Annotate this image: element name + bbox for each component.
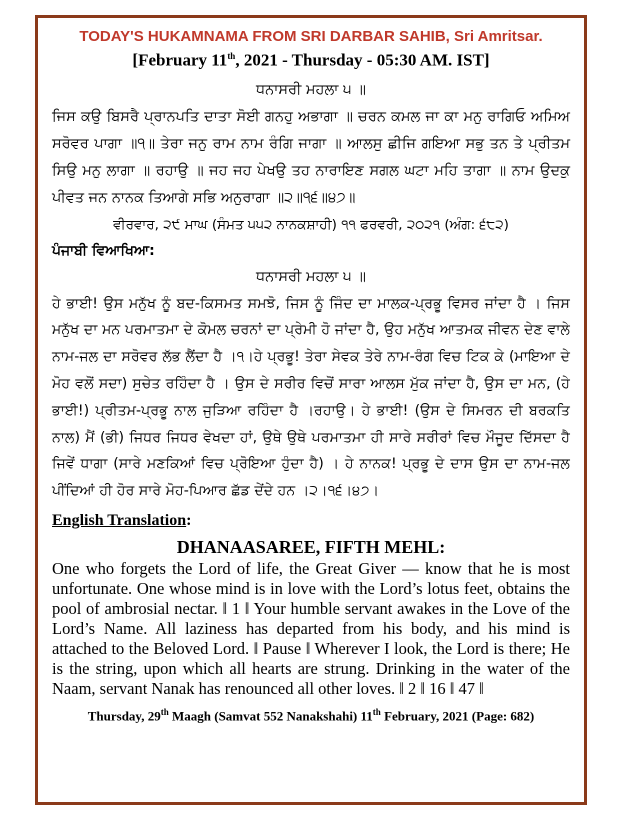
- date-rest: , 2021 - Thursday - 05:30 AM. IST]: [235, 50, 490, 70]
- footer-date: [52, 707, 570, 724]
- footer-sup2: th: [372, 707, 381, 718]
- english-raag: DHANAASAREE, FIFTH MEHL:: [176, 537, 446, 558]
- punjabi-raag: ਧਨਾਸਰੀ ਮਹਲਾ ੫ ॥: [256, 268, 366, 285]
- gurbani-date-info: ਵੀਰਵਾਰ, ੨੯ ਮਾਘ (ਸੰਮਤ ੫੫੨ ਨਾਨਕਸ਼ਾਹੀ) ੧੧ ਫਰਵਰੀ, ੨੦੨੧ (ਅੰਗ: ੬੮੨): [113, 216, 509, 233]
- date-part: [February 11: [132, 50, 228, 70]
- date-suffix: th: [227, 51, 236, 61]
- english-heading: [52, 511, 570, 531]
- english-heading-colon: :: [186, 512, 192, 530]
- gurbani-raag: ਧਨਾਸਰੀ ਮਹਲਾ ੫ ॥: [256, 81, 366, 98]
- english-text: One who forgets the Lord of life, the Great Giver — know that he is most unfortunate. One whose mind is in love with the Lord’s lotus feet, obtains the pool of ambrosial nectar. ‖ 1 ‖ Your humble servant awakes in the Love of the Lord’s Name. All laziness has departed from his body, and his mind is attached to the Beloved Lord. ‖ Pause ‖ Wherever I look, the Lord is there; He is the string, upon which all hearts are strung. Drinking in the water of the Naam, servant Nanak has renounced all other loves. ‖ 2 ‖ 16 ‖ 47 ‖: [52, 559, 570, 699]
- footer-part3: February, 2021 (Page: 682): [380, 708, 535, 724]
- footer-part2: Maagh (Samvat 552 Nanakshahi) 11: [168, 708, 373, 724]
- footer-sup1: th: [160, 707, 169, 718]
- english-heading-text: English Translation: [52, 512, 187, 530]
- gurbani-text: ਜਿਸ ਕਉ ਬਿਸਰੈ ਪ੍ਰਾਨਪਤਿ ਦਾਤਾ ਸੋਈ ਗਨਹੁ ਅਭਾਗਾ ॥ ਚਰਨ ਕਮਲ ਜਾ ਕਾ ਮਨੁ ਰਾਗਿਓ ਅਮਿਅ ਸਰੋਵਰ ਪਾਗਾ ॥੧॥ ਤੇਰਾ ਜਨੁ ਰਾਮ ਨਾਮ ਰੰਗਿ ਜਾਗਾ ॥ ਆਲਸੁ ਛੀਜਿ ਗਇਆ ਸਭੁ ਤਨ ਤੇ ਪ੍ਰੀਤਮ ਸਿਉ ਮਨੁ ਲਾਗਾ ॥ ਰਹਾਉ ॥ ਜਹ ਜਹ ਪੇਖਉ ਤਹ ਨਾਰਾਇਣ ਸਗਲ ਘਟਾ ਮਹਿ ਤਾਗਾ ॥ ਨਾਮ ਉਦਕੁ ਪੀਵਤ ਜਨ ਨਾਨਕ ਤਿਆਗੇ ਸਭਿ ਅਨੁਰਾਗਾ ॥੨॥੧੬॥੪੭॥: [52, 108, 570, 206]
- punjabi-heading: ਪੰਜਾਬੀ ਵਿਆਖਿਆ:: [52, 242, 155, 259]
- punjabi-text: ਹੇ ਭਾਈ! ਉਸ ਮਨੁੱਖ ਨੂੰ ਬਦ-ਕਿਸਮਤ ਸਮਝੋ, ਜਿਸ ਨੂੰ ਜਿੰਦ ਦਾ ਮਾਲਕ-ਪ੍ਰਭੂ ਵਿਸਰ ਜਾਂਦਾ ਹੈ । ਜਿਸ ਮਨੁੱਖ ਦਾ ਮਨ ਪਰਮਾਤਮਾ ਦੇ ਕੋਮਲ ਚਰਨਾਂ ਦਾ ਪ੍ਰੇਮੀ ਹੋ ਜਾਂਦਾ ਹੈ, ਉਹ ਮਨੁੱਖ ਆਤਮਕ ਜੀਵਨ ਦੇਣ ਵਾਲੇ ਨਾਮ-ਜਲ ਦਾ ਸਰੋਵਰ ਲੱਭ ਲੈਂਦਾ ਹੈ ।੧।ਹੇ ਪ੍ਰਭੂ! ਤੇਰਾ ਸੇਵਕ ਤੇਰੇ ਨਾਮ-ਰੰਗ ਵਿਚ ਟਿਕ ਕੇ (ਮਾਇਆ ਦੇ ਮੋਹ ਵਲੋਂ ਸਦਾ) ਸੁਚੇਤ ਰਹਿੰਦਾ ਹੈ । ਉਸ ਦੇ ਸਰੀਰ ਵਿਚੋਂ ਸਾਰਾ ਆਲਸ ਮੁੱਕ ਜਾਂਦਾ ਹੈ, ਉਸ ਦਾ ਮਨ, (ਹੇ ਭਾਈ!) ਪ੍ਰੀਤਮ-ਪ੍ਰਭੂ ਨਾਲ ਜੁੜਿਆ ਰਹਿੰਦਾ ਹੈ ।ਰਹਾਉ। ਹੇ ਭਾਈ! (ਉਸ ਦੇ ਸਿਮਰਨ ਦੀ ਬਰਕਤਿ ਨਾਲ) ਮੈਂ (ਭੀ) ਜਿਧਰ ਜਿਧਰ ਵੇਖਦਾ ਹਾਂ, ਉਥੇ ਉਥੇ ਪਰਮਾਤਮਾ ਹੀ ਸਾਰੇ ਸਰੀਰਾਂ ਵਿਚ ਮੌਜੂਦ ਦਿੱਸਦਾ ਹੈ ਜਿਵੇਂ ਧਾਗਾ (ਸਾਰੇ ਮਣਕਿਆਂ ਵਿਚ ਪ੍ਰੋਇਆ ਹੁੰਦਾ ਹੈ) । ਹੇ ਨਾਨਕ! ਪ੍ਰਭੂ ਦੇ ਦਾਸ ਉਸ ਦਾ ਨਾਮ-ਜਲ ਪੀਂਦਿਆਂ ਹੀ ਹੋਰ ਸਾਰੇ ਮੋਹ-ਪਿਆਰ ਛੱਡ ਦੇਂਦੇ ਹਨ ।੨।੧੬।੪੭।: [52, 295, 570, 500]
- date-line: [52, 46, 570, 71]
- footer-part1: Thursday, 29: [87, 708, 161, 724]
- page-title: TODAY'S HUKAMNAMA FROM SRI DARBAR SAHIB, Sri Amritsar.: [79, 28, 543, 45]
- page-frame: [35, 15, 587, 805]
